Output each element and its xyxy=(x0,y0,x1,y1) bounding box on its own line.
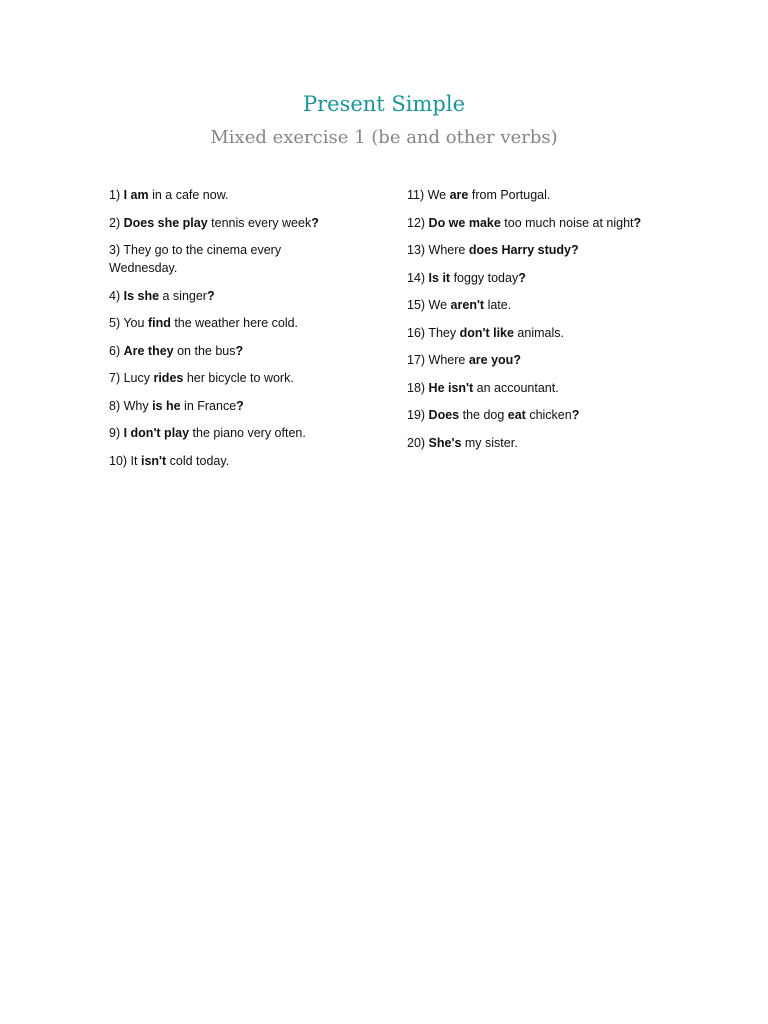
sentence-text: from Portugal. xyxy=(468,188,551,202)
sentence-text: her bicycle to work. xyxy=(183,371,294,385)
exercise-sentence xyxy=(109,314,339,332)
sentence-text: 15) We xyxy=(407,298,451,312)
sentence-verb-bold: ? xyxy=(311,215,319,230)
sentence-verb-bold: ? xyxy=(518,270,526,285)
sentence-text: my sister. xyxy=(461,435,518,450)
sentence-verb-bold: is he xyxy=(152,398,181,413)
exercise-sentence xyxy=(407,296,677,314)
sentence-verb-bold: aren't xyxy=(450,298,485,312)
sentence-text: too much noise at night xyxy=(500,215,634,230)
exercise-sentence xyxy=(109,397,339,415)
exercise-sentence xyxy=(407,406,677,424)
exercise-sentence xyxy=(407,434,677,452)
sentence-text: 6) xyxy=(109,343,124,358)
sentence-verb-bold: rides xyxy=(153,371,184,385)
sentence-text: 20) xyxy=(407,435,429,450)
page-subtitle: Mixed exercise 1 (be and other verbs) xyxy=(210,127,558,148)
sentence-verb-bold: Is she xyxy=(123,288,160,303)
sentence-text: 14) xyxy=(407,270,429,285)
sentence-text: 18) xyxy=(407,380,429,395)
sentence-text: 3) They go to the cinema every Wednesday. xyxy=(109,243,282,275)
sentence-verb-bold: ? xyxy=(570,243,579,257)
sentence-verb-bold: Does she play xyxy=(123,215,208,230)
sentence-text: foggy today xyxy=(450,270,519,285)
sentence-text: a singer xyxy=(159,288,207,303)
sentence-text: in France xyxy=(180,398,237,413)
sentence-text: 19) xyxy=(407,408,429,422)
sentence-verb-bold: She's xyxy=(428,435,462,450)
sentence-verb-bold: isn't xyxy=(140,453,167,468)
exercise-sentence xyxy=(109,369,339,387)
sentence-text: 12) xyxy=(407,215,429,230)
sentence-text: late. xyxy=(484,298,512,312)
sentence-verb-bold: ? xyxy=(236,398,244,413)
sentence-text: on the bus xyxy=(173,343,236,358)
exercise-sentence xyxy=(109,424,339,442)
sentence-text: 4) xyxy=(109,288,124,303)
sentence-verb-bold: I don't play xyxy=(123,426,190,440)
sentence-verb-bold: Is it xyxy=(428,270,451,285)
sentence-text: 8) Why xyxy=(109,398,153,413)
sentence-text: the weather here cold. xyxy=(170,316,299,330)
sentence-verb-bold: Are they xyxy=(123,343,174,358)
sentence-verb-bold: ? xyxy=(235,343,244,358)
exercise-sentence xyxy=(109,342,339,360)
sentence-verb-bold: don't like xyxy=(459,325,514,340)
sentence-text: 5) You xyxy=(109,316,148,330)
exercise-sentence xyxy=(109,186,339,204)
exercise-sentence xyxy=(407,241,677,259)
exercise-sentence xyxy=(407,269,677,287)
sentence-text: 13) Where xyxy=(407,243,469,257)
sentence-verb-bold: Do we make xyxy=(428,215,501,230)
sentence-verb-bold: ? xyxy=(633,215,642,230)
exercise-sentence xyxy=(407,351,677,369)
sentence-text: 10) It xyxy=(109,453,141,468)
sentence-verb-bold: ? xyxy=(206,288,215,303)
sentence-text: 11) We xyxy=(407,188,450,202)
sentence-verb-bold: does Harry study xyxy=(468,243,571,257)
exercise-sentence xyxy=(407,214,677,232)
sentence-verb-bold: ? xyxy=(571,408,580,422)
sentence-text: 17) Where xyxy=(407,353,469,367)
sentence-text: the piano very often. xyxy=(189,426,306,440)
sentence-verb-bold: are xyxy=(449,188,469,202)
sentence-text: tennis every week xyxy=(207,215,312,230)
exercise-sentence xyxy=(109,287,339,305)
sentence-text: 1) xyxy=(109,188,124,202)
sentence-verb-bold: are you xyxy=(468,353,514,367)
sentence-text: 16) They xyxy=(407,325,460,340)
sentence-text: animals. xyxy=(513,325,564,340)
exercise-sentence xyxy=(407,186,677,204)
sentence-text: 2) xyxy=(109,215,124,230)
page-title: Present Simple xyxy=(302,92,466,116)
exercise-sentence xyxy=(109,214,339,232)
sentence-verb-bold: I am xyxy=(123,188,149,202)
exercise-sentence xyxy=(109,452,339,470)
sentence-verb-bold: eat xyxy=(507,408,526,422)
sentence-verb-bold: ? xyxy=(513,353,521,367)
sentence-list-right xyxy=(407,186,677,461)
sentence-text: cold today. xyxy=(166,453,230,468)
sentence-verb-bold: find xyxy=(147,316,171,330)
exercise-sentence xyxy=(407,379,677,397)
sentence-list-left xyxy=(109,186,339,479)
sentence-text: 9) xyxy=(109,426,124,440)
exercise-sentence xyxy=(109,241,339,277)
sentence-text: chicken xyxy=(525,408,572,422)
exercise-sentence xyxy=(407,324,677,342)
sentence-verb-bold: Does xyxy=(428,408,460,422)
sentence-text: the dog xyxy=(459,408,508,422)
sentence-text: in a cafe now. xyxy=(148,188,229,202)
sentence-text: an accountant. xyxy=(473,380,559,395)
sentence-text: 7) Lucy xyxy=(109,371,154,385)
sentence-verb-bold: He isn't xyxy=(428,380,474,395)
